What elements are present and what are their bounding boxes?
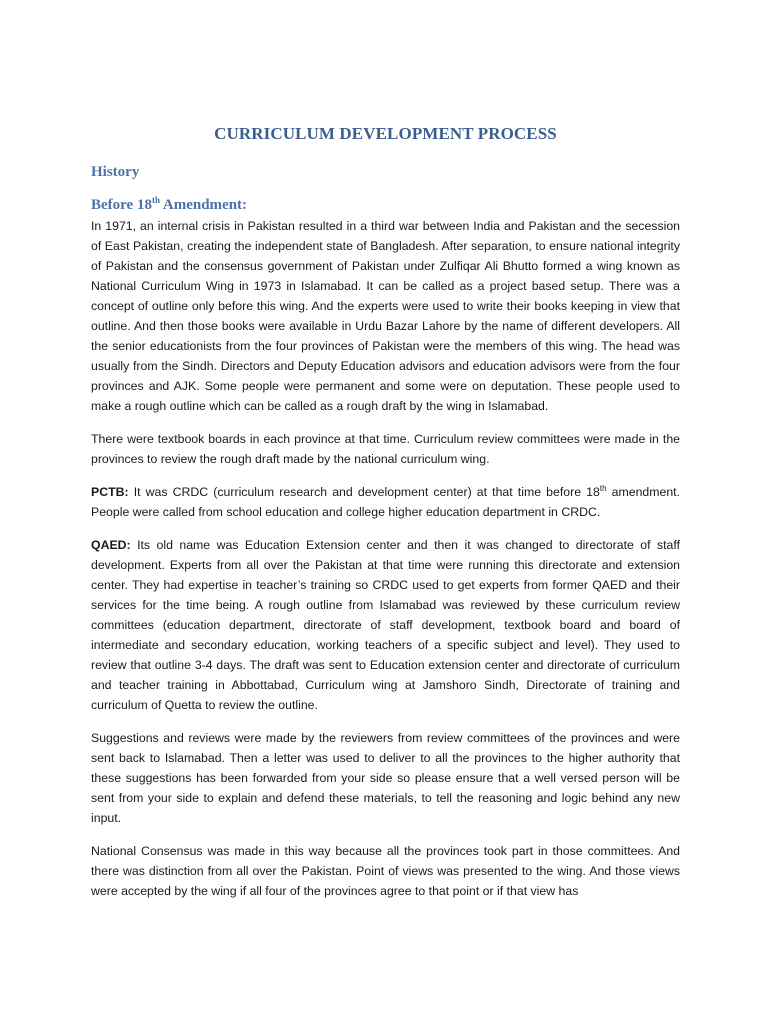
- pctb-text-post: amendment. People were called from school education and college higher education department in CRDC.: [91, 485, 680, 519]
- paragraph-suggestions: Suggestions and reviews were made by the reviewers from review committees of the provinces and were sent back to Islamabad. Then a letter was used to deliver to all the provinces to the higher authority that these suggestions has been forwarded from your side so please ensure that a well versed person will be sent from your side to explain and defend these materials, to tell the reasoning and logic behind any new input.: [91, 731, 680, 825]
- paragraph-pctb: [91, 482, 680, 522]
- paragraph-qaed: [91, 535, 680, 715]
- paragraph-textbook-boards: There were textbook boards in each province at that time. Curriculum review committees were made in the provinces to review the rough draft made by the national curriculum wing.: [91, 432, 680, 466]
- qaed-label: QAED:: [91, 538, 131, 552]
- pctb-label: PCTB:: [91, 485, 129, 499]
- pctb-superscript: th: [599, 483, 607, 493]
- qaed-text: Its old name was Education Extension center and then it was changed to directorate of staff development. Experts from all over the Pakistan at that time were running this directorate and extension center. They had expertise in teacher’s training so CRDC used to get experts from former QAED and their services for the time being. A rough outline from Islamabad was reviewed by these curriculum review committees (education department, directorate of staff development, textbook board and board of intermediate and secondary education, working teachers of a specific subject and level). They used to review that outline 3-4 days. The draft was sent to Education extension center and directorate of curriculum and teacher training in Abbottabad, Curriculum wing at Jamshoro Sindh, Directorate of training and curriculum of Quetta to review the outline.: [91, 538, 680, 712]
- document-title: CURRICULUM DEVELOPMENT PROCESS: [214, 124, 557, 143]
- paragraph-1971-crisis: In 1971, an internal crisis in Pakistan resulted in a third war between India and Pakistan and the secession of East Pakistan, creating the independent state of Bangladesh. After separation, to ensure national integrity of Pakistan and the consensus government of Pakistan under Zulfiqar Ali Bhutto formed a wing known as National Curriculum Wing in 1973 in Islamabad. It can be called as a project based setup. There was a concept of outline only before this wing. And the experts were used to write their books keeping in view that outline. And then those books were available in Urdu Bazar Lahore by the name of different developers. All the senior educationists from the four provinces of Pakistan were the members of this wing. The head was usually from the Sindh. Directors and Deputy Education advisors and education advisors were from the four provinces and AJK. Some people were permanent and some were on deputation. These people used to make a rough outline which can be called as a rough draft by the wing in Islamabad.: [91, 219, 680, 413]
- subheading-text-post: Amendment:: [159, 197, 248, 213]
- subheading-text-pre: Before 18: [91, 197, 152, 213]
- pctb-text-pre: It was CRDC (curriculum research and development center) at that time before 18: [128, 485, 600, 499]
- subheading-before-18th-amendment: [91, 195, 680, 214]
- subheading-superscript: th: [151, 195, 160, 205]
- section-heading-history: History: [91, 164, 140, 180]
- paragraph-national-consensus: National Consensus was made in this way because all the provinces took part in those committees. And there was distinction from all over the Pakistan. Point of views was presented to the wing. And those views were accepted by the wing if all four of the provinces agree to that point or if that view has: [91, 844, 680, 898]
